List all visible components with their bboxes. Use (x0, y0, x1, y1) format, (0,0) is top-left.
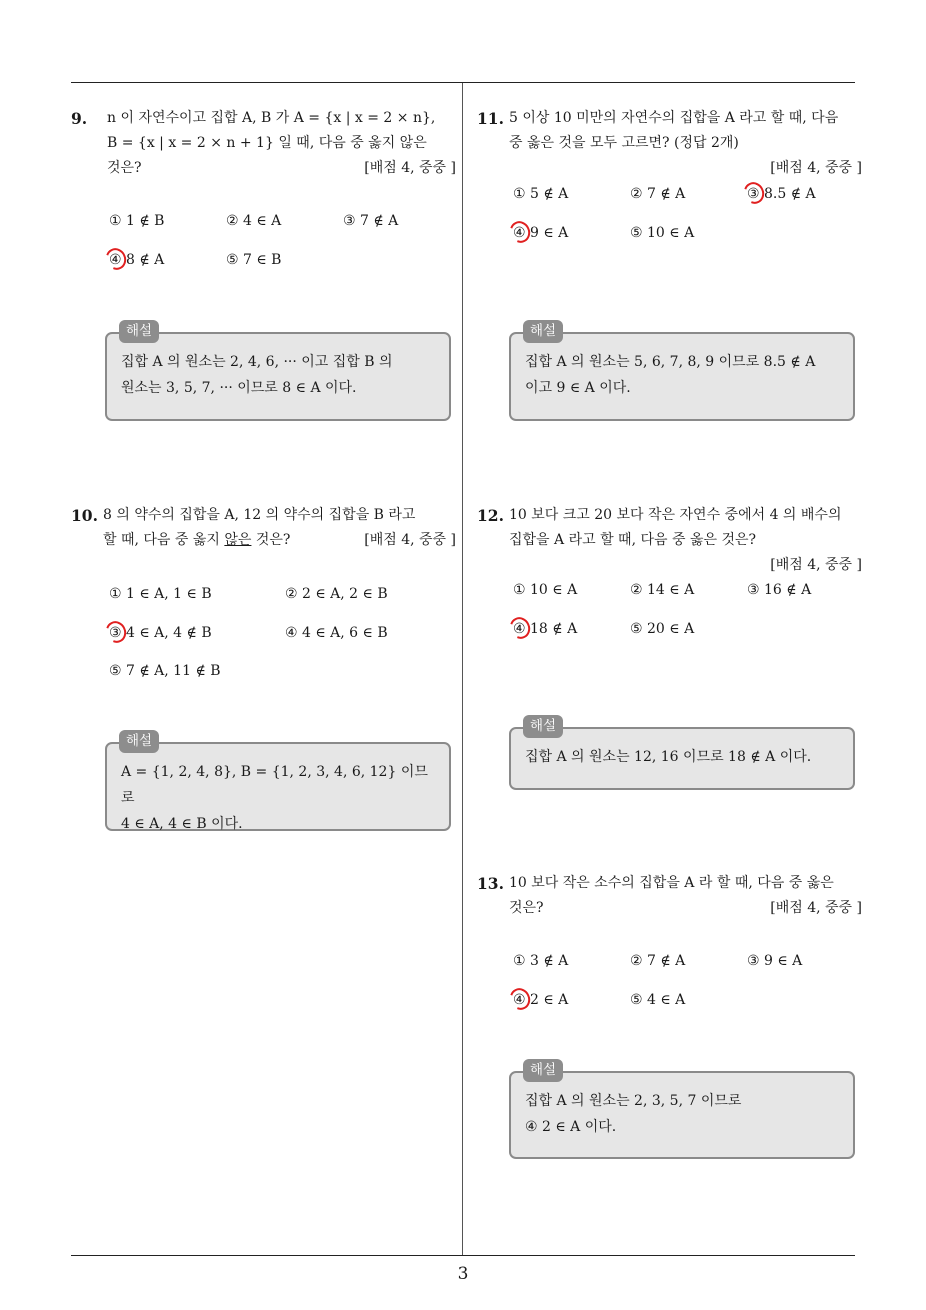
score-meta: [배점 4, 중중 ] (364, 160, 456, 176)
stem-line-2a: 할 때, 다음 중 옳지 (103, 532, 225, 548)
choice-1[interactable]: ① 1 ∉ B (109, 213, 165, 229)
solution-box-10 (105, 733, 451, 832)
score-meta: [배점 4, 중중 ] (770, 900, 862, 916)
choice-2[interactable]: ② 7 ∉ A (630, 186, 686, 202)
choice-2[interactable]: ② 4 ∈ A (226, 213, 282, 229)
solution-text: A = {1, 2, 4, 8}, B = {1, 2, 3, 4, 6, 12} 이므로 4 ∈ A, 4 ∈ B 이다. (121, 764, 428, 832)
choice-1[interactable]: ① 1 ∈ A, 1 ∈ B (109, 586, 212, 602)
choice-3[interactable]: ③ 9 ∈ A (747, 953, 803, 969)
choice-4[interactable]: ④ 8 ∉ A (109, 250, 164, 270)
problem-13 (477, 871, 862, 1023)
solution-text: 집합 A 의 원소는 2, 4, 6, ··· 이고 집합 B 의 원소는 3, 5, 7, ··· 이므로 8 ∈ A 이다. (121, 354, 393, 396)
choice-4[interactable]: ④ 9 ∈ A (513, 223, 568, 243)
choice-3[interactable]: ③ 16 ∉ A (747, 582, 812, 598)
choice-3[interactable]: ③ 4 ∈ A, 4 ∉ B (109, 623, 212, 643)
score-meta: [배점 4, 중중 ] (364, 532, 456, 548)
stem-line-1: 8 의 약수의 집합을 A, 12 의 약수의 집합을 B 라고 (103, 507, 416, 523)
choice-list (477, 573, 862, 653)
problem-number: 10. (71, 506, 98, 525)
column-divider (462, 83, 463, 1255)
problem-stem (477, 871, 862, 921)
solution-box-13 (509, 1062, 855, 1159)
stem-line-1: 10 보다 작은 소수의 집합을 A 라 할 때, 다음 중 옳은 (509, 875, 834, 891)
choice-list (71, 203, 456, 283)
choice-1[interactable]: ① 10 ∈ A (513, 582, 578, 598)
choice-2[interactable]: ② 7 ∉ A (630, 953, 686, 969)
choice-2[interactable]: ② 2 ∈ A, 2 ∈ B (285, 586, 388, 602)
solution-label: 해설 (523, 1059, 563, 1082)
problem-11 (477, 106, 862, 256)
score-meta: [배점 4, 중중 ] (770, 160, 862, 176)
problem-10 (71, 503, 456, 690)
choice-list (71, 575, 456, 690)
choice-5[interactable]: ⑤ 7 ∉ A, 11 ∉ B (109, 663, 221, 679)
stem-line-2: B = {x | x = 2 × n + 1} 일 때, 다음 중 옳지 않은 (107, 135, 427, 151)
stem-line-3: 것은? (107, 160, 142, 176)
solution-text: 집합 A 의 원소는 5, 6, 7, 8, 9 이므로 8.5 ∉ A 이고 9 ∈ A 이다. (525, 354, 816, 396)
choice-5[interactable]: ⑤ 20 ∈ A (630, 621, 695, 637)
choice-3[interactable]: ③ 8.5 ∉ A (747, 184, 816, 204)
solution-label: 해설 (119, 730, 159, 753)
choice-list (477, 943, 862, 1023)
score-meta: [배점 4, 중중 ] (770, 557, 862, 573)
problem-stem (71, 503, 456, 553)
choice-4[interactable]: ④ 18 ∉ A (513, 619, 577, 639)
solution-text: 집합 A 의 원소는 2, 3, 5, 7 이므로 ④ 2 ∈ A 이다. (525, 1093, 742, 1135)
page-number: 3 (457, 1264, 469, 1284)
choice-5[interactable]: ⑤ 4 ∈ A (630, 992, 686, 1008)
solution-box-9 (105, 323, 451, 421)
problem-12 (477, 503, 862, 653)
solution-label: 해설 (523, 715, 563, 738)
solution-box-11 (509, 323, 855, 421)
footer-rule (71, 1255, 855, 1256)
stem-line-2b: 것은? (251, 532, 291, 548)
problem-number: 9. (71, 109, 88, 128)
choice-1[interactable]: ① 3 ∉ A (513, 953, 569, 969)
underlined-word: 않은 (224, 532, 252, 548)
choice-3[interactable]: ③ 7 ∉ A (343, 213, 399, 229)
stem-line-1: 5 이상 10 미만의 자연수의 집합을 A 라고 할 때, 다음 (509, 110, 839, 126)
choice-5[interactable]: ⑤ 7 ∈ B (226, 252, 282, 268)
choice-4[interactable]: ④ 4 ∈ A, 6 ∈ B (285, 625, 388, 641)
header-rule (71, 82, 855, 83)
solution-text: 집합 A 의 원소는 12, 16 이므로 18 ∉ A 이다. (525, 749, 812, 765)
solution-box-12 (509, 718, 855, 790)
problem-9 (71, 106, 456, 283)
problem-number: 12. (477, 506, 504, 525)
solution-label: 해설 (119, 320, 159, 343)
problem-stem (477, 503, 862, 573)
choice-4[interactable]: ④ 2 ∈ A (513, 990, 568, 1010)
choice-5[interactable]: ⑤ 10 ∈ A (630, 225, 695, 241)
choice-list (477, 176, 862, 256)
problem-number: 13. (477, 874, 504, 893)
stem-line-1: n 이 자연수이고 집합 A, B 가 A = {x | x = 2 × n}, (107, 110, 436, 126)
problem-stem (71, 106, 456, 181)
stem-line-2: 것은? (509, 900, 544, 916)
solution-label: 해설 (523, 320, 563, 343)
choice-1[interactable]: ① 5 ∉ A (513, 186, 569, 202)
problem-stem (477, 106, 862, 176)
stem-line-1: 10 보다 크고 20 보다 작은 자연수 중에서 4 의 배수의 (509, 507, 842, 523)
problem-number: 11. (477, 109, 504, 128)
choice-2[interactable]: ② 14 ∈ A (630, 582, 695, 598)
stem-line-2: 중 옳은 것을 모두 고르면? (정답 2개) (509, 135, 739, 151)
stem-line-2: 집합을 A 라고 할 때, 다음 중 옳은 것은? (509, 532, 757, 548)
